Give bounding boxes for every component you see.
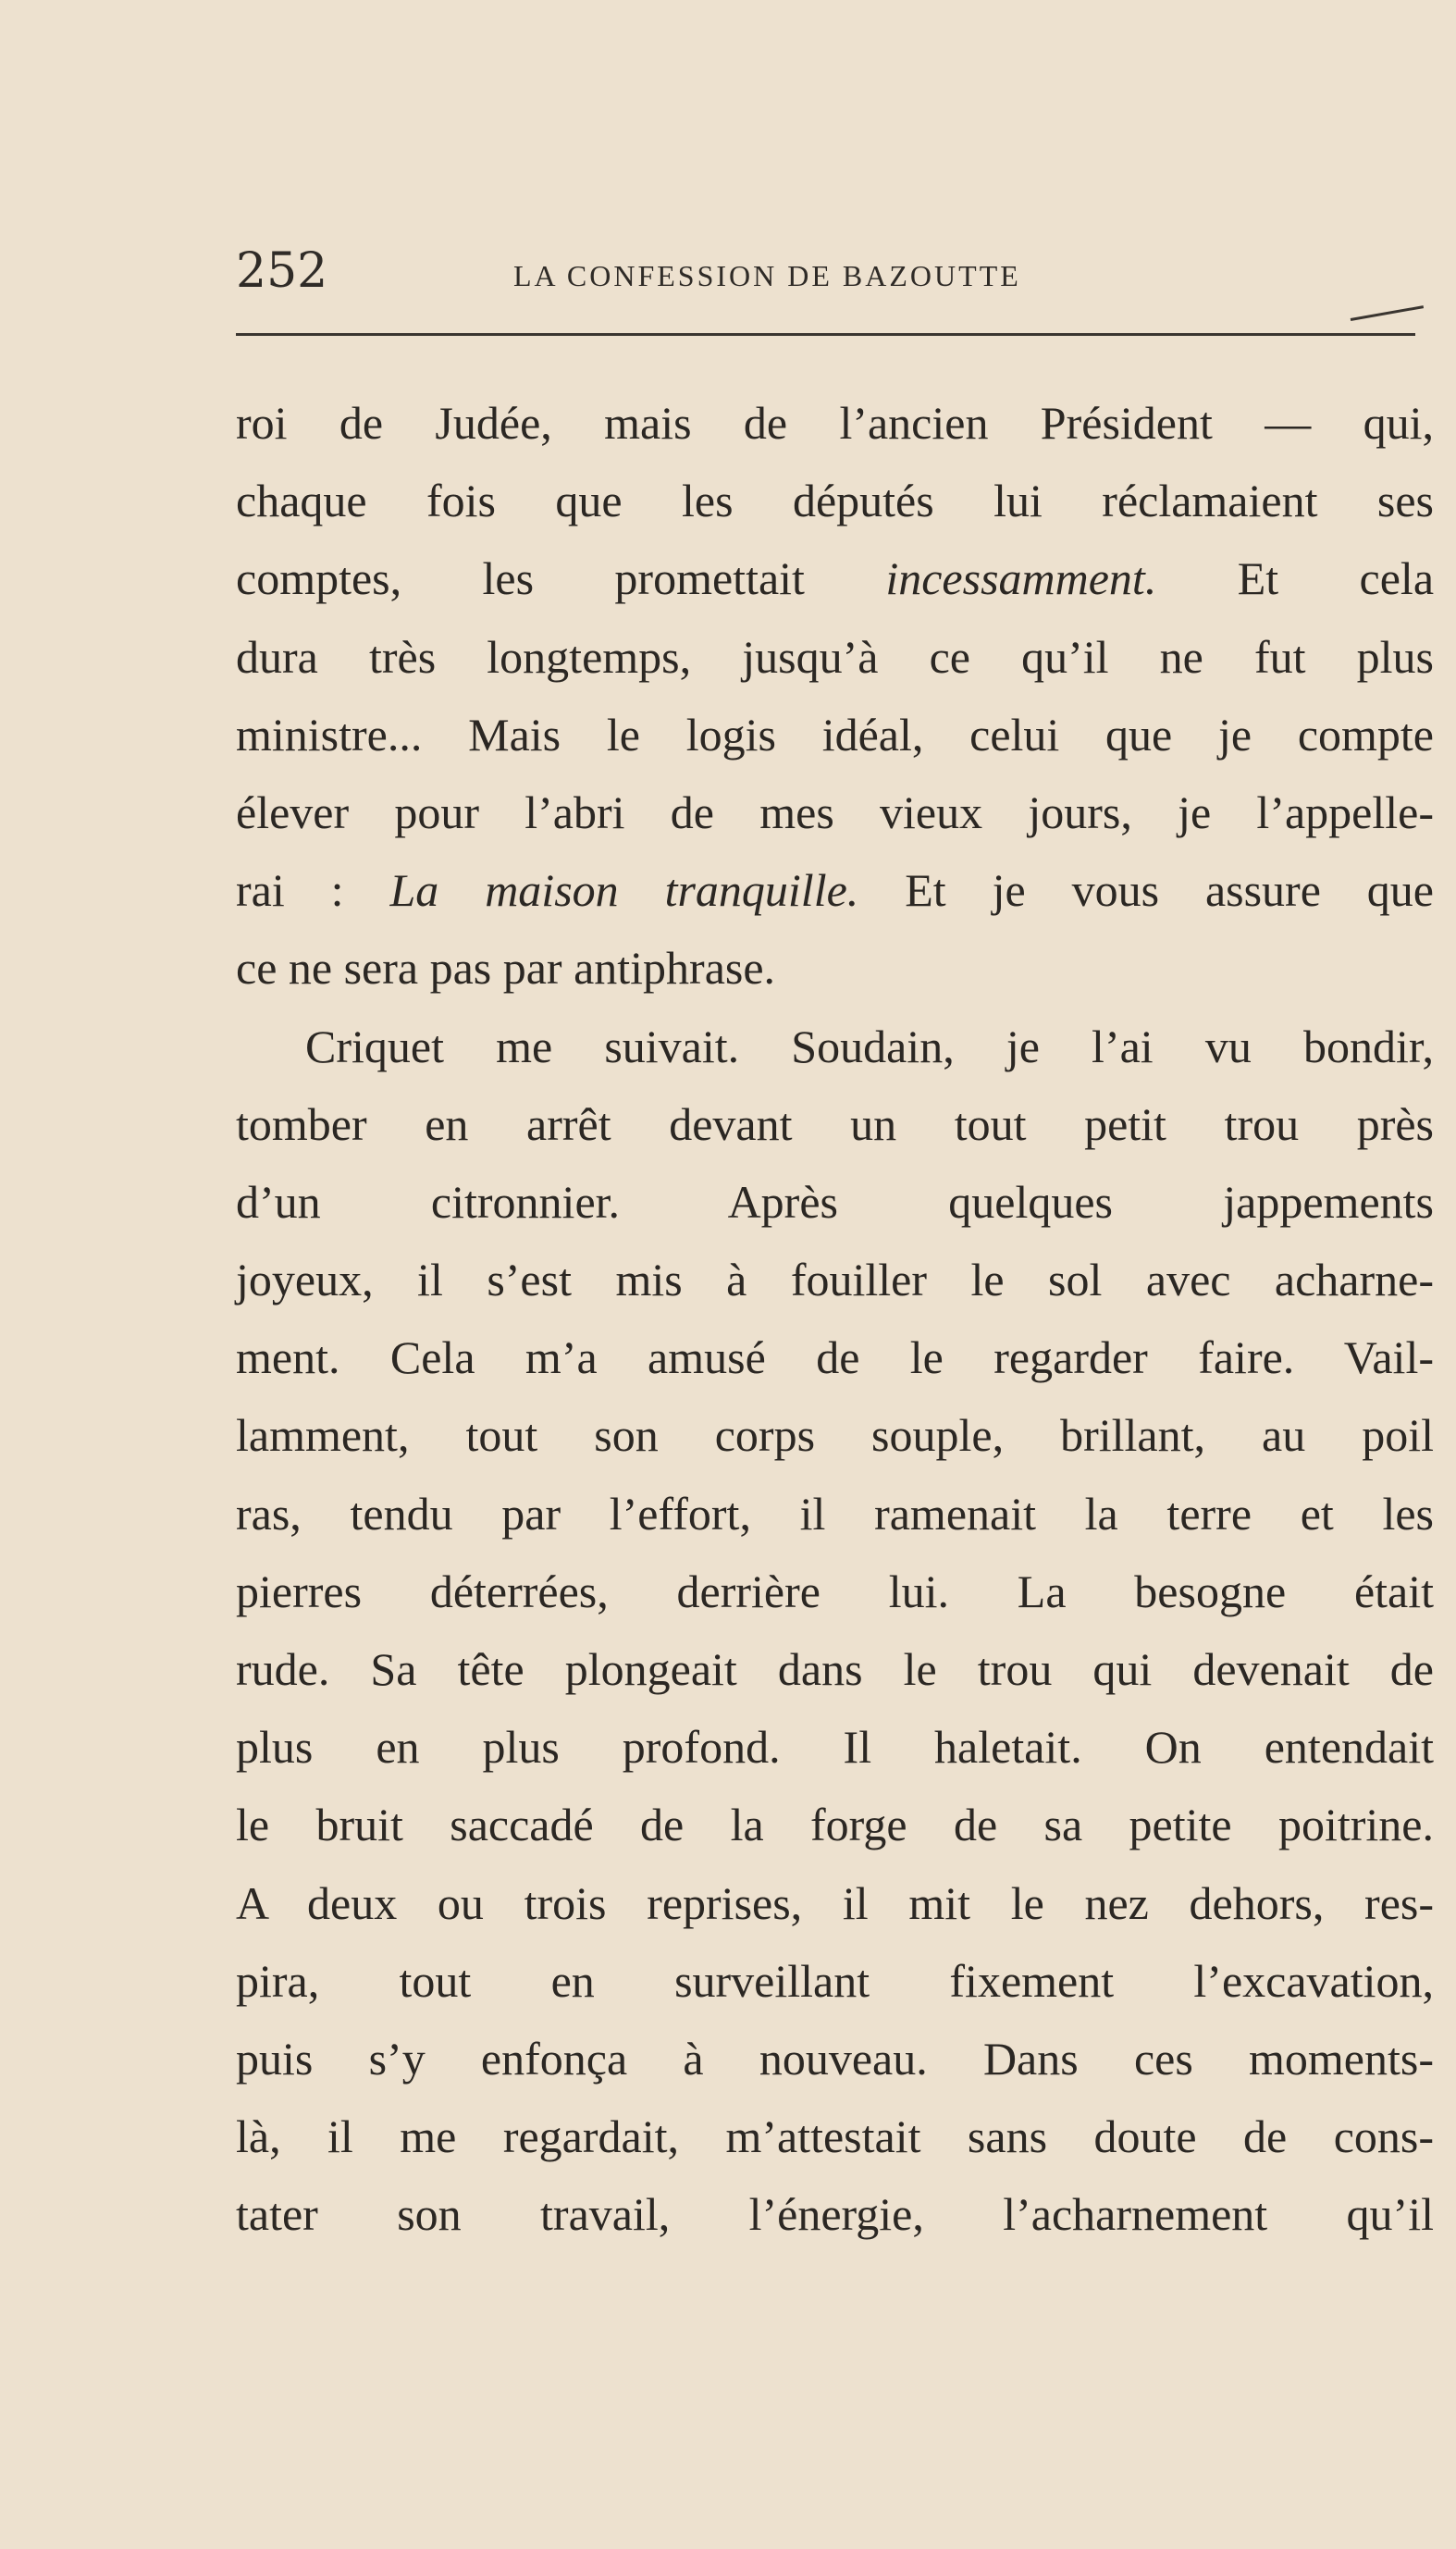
text-line-7-start: rai : [236, 864, 344, 917]
text-line-20: A deux ou trois reprises, il mit le nez dehors, res- [236, 1876, 1434, 1929]
text-line-10: tomber en arrêt devant un tout petit trou près [236, 1097, 1434, 1150]
text-line-15: ras, tendu par l’effort, il ramenait la terre et les [236, 1487, 1434, 1540]
text-line-13: ment. Cela m’a amusé de le regarder faire. Vail- [236, 1331, 1434, 1384]
text-line-18: plus en plus profond. Il haletait. On entendait [236, 1721, 1434, 1774]
text-line-4: dura très longtemps, jusqu’à ce qu’il ne fut plus [236, 630, 1434, 683]
page-header [236, 239, 1420, 303]
text-line-6: élever pour l’abri de mes vieux jours, je l’appelle- [236, 786, 1434, 838]
text-line-21: pira, tout en surveillant fixement l’excavation, [236, 1954, 1434, 2007]
running-head: LA CONFESSION DE BAZOUTTE [513, 259, 1021, 292]
text-line-3-start: comptes, les promettait [236, 552, 805, 605]
header-rule [236, 333, 1415, 336]
text-line-7-end: Et je vous assure que [905, 864, 1435, 917]
text-line-24: tater son travail, l’énergie, l’acharnement qu’il [236, 2188, 1434, 2241]
body-text [236, 384, 1434, 2419]
text-line-3-italic: incessamment. [885, 552, 1157, 605]
text-line-1: roi de Judée, mais de l’ancien Président — qui, [236, 397, 1434, 449]
page-number: 252 [236, 243, 328, 299]
text-line-17: rude. Sa tête plongeait dans le trou qui devenait de [236, 1643, 1434, 1695]
text-line-19: le bruit saccadé de la forge de sa petite poitrine. [236, 1799, 1434, 1851]
text-line-8: ce ne sera pas par antiphrase. [236, 942, 776, 995]
text-line-23: là, il me regardait, m’attestait sans doute de cons- [236, 2110, 1434, 2163]
text-line-7 [236, 851, 1434, 929]
text-line-16: pierres déterrées, derrière lui. La besogne était [236, 1565, 1434, 1617]
text-line-12: joyeux, il s’est mis à fouiller le sol avec acharne- [236, 1254, 1434, 1306]
text-line-11: d’un citronnier. Après quelques jappements [236, 1175, 1434, 1228]
text-line-9: Criquet me suivait. Soudain, je l’ai vu bondir, [305, 1020, 1434, 1072]
text-line-14: lamment, tout son corps souple, brillant, au poil [236, 1409, 1434, 1462]
text-line-3-end: Et cela [1237, 552, 1435, 605]
text-line-2: chaque fois que les députés lui réclamaient ses [236, 475, 1434, 527]
text-line-3 [236, 539, 1434, 617]
text-line-7-italic: La maison tranquille. [389, 864, 859, 917]
header-rule-tail [1351, 305, 1424, 321]
text-line-5: ministre... Mais le logis idéal, celui que je compte [236, 708, 1434, 761]
text-line-22: puis s’y enfonça à nouveau. Dans ces moments- [236, 2032, 1434, 2085]
